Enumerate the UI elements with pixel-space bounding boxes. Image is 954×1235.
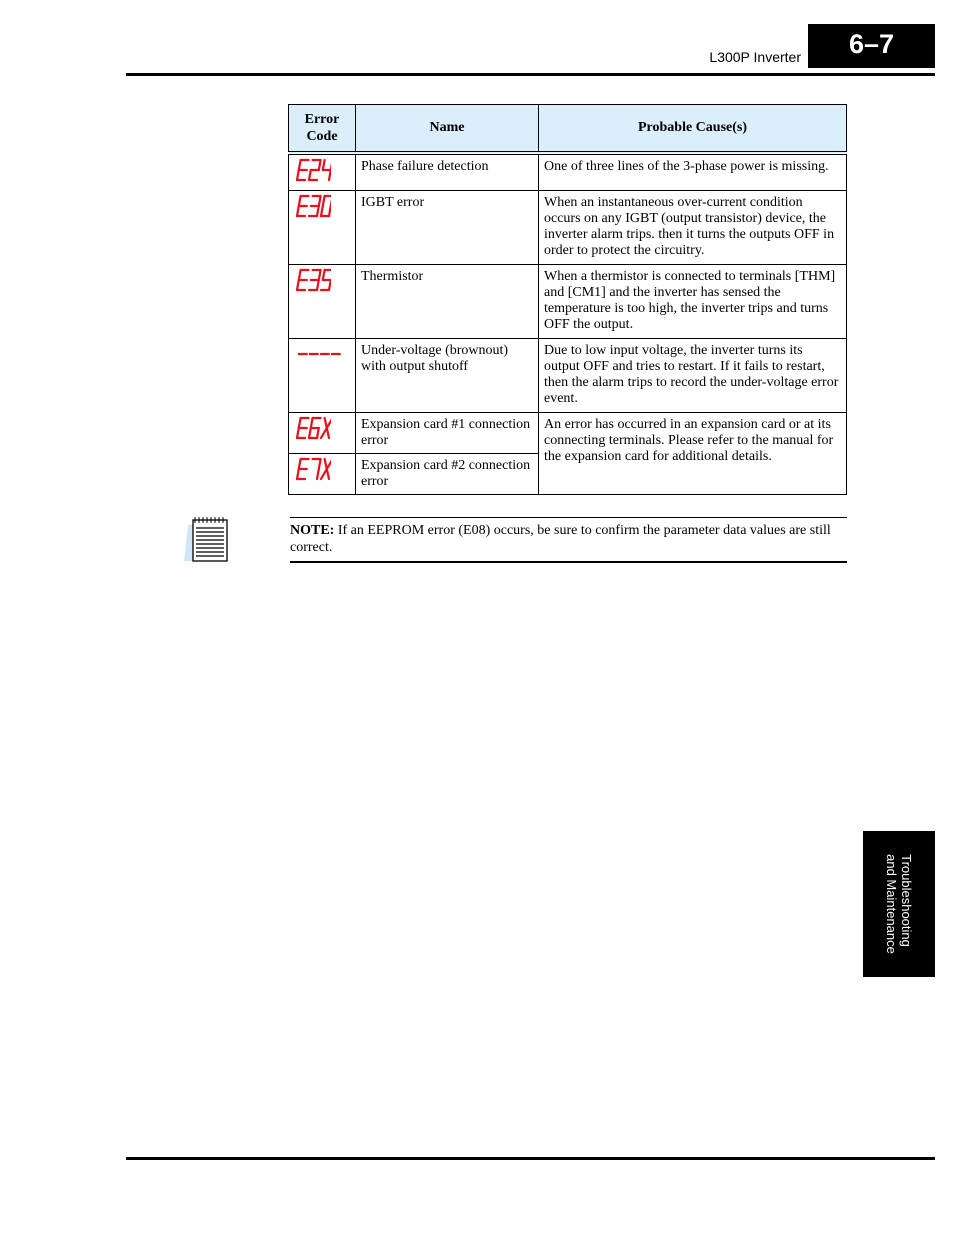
section-side-tab: [863, 831, 935, 977]
footer-rule: [126, 1157, 935, 1160]
led-digit: [321, 459, 331, 479]
notepad-icon: [184, 515, 230, 563]
led-code-glyph: [293, 157, 331, 183]
led-code-glyph: [293, 415, 331, 441]
error-code-e35: [289, 264, 356, 338]
header-rule: [126, 73, 935, 76]
led-digit: [297, 196, 309, 216]
column-header-probable-cause: Probable Cause(s): [539, 105, 847, 154]
side-tab-line-1: Troubleshooting: [899, 854, 914, 947]
error-cause: When an instantaneous over-current condition occurs on any IGBT (output transistor) device, the inverter alarm trips. then it turns the outputs OFF in order to protect the circuitry.: [539, 190, 847, 264]
error-name: Expansion card #2 connection error: [356, 453, 539, 494]
error-name: Under-voltage (brownout) with output shutoff: [356, 338, 539, 412]
table-row: [289, 412, 847, 453]
side-tab-label: [884, 854, 914, 954]
led-digit: [309, 160, 321, 180]
led-digit: [321, 418, 331, 438]
error-name: Thermistor: [356, 264, 539, 338]
error-code-e6x: [289, 412, 356, 453]
error-code-table: [288, 104, 847, 495]
error-code-e24: [289, 153, 356, 190]
led-code-glyph: [293, 193, 331, 219]
error-code-e7x: [289, 453, 356, 494]
table-header-row: [289, 105, 847, 154]
error-cause: When a thermistor is connected to terminals [THM] and [CM1] and the inverter has sensed the temperature is too high, the inverter trips and turns OFF the output.: [539, 264, 847, 338]
error-cause: One of three lines of the 3-phase power is missing.: [539, 153, 847, 190]
column-header-error-code: Error Code: [289, 105, 356, 154]
led-digit: [297, 459, 309, 479]
led-digit: [309, 418, 321, 438]
table-row: [289, 153, 847, 190]
error-code-undervoltage: [289, 338, 356, 412]
running-header: L300P Inverter: [709, 49, 801, 65]
error-cause: Due to low input voltage, the inverter turns its output OFF and tries to restart. If it fails to restart, then the alarm trips to record the under-voltage error event.: [539, 338, 847, 412]
error-code-e30: [289, 190, 356, 264]
table-row: [289, 264, 847, 338]
table-row: [289, 338, 847, 412]
led-code-glyph: [293, 456, 331, 482]
error-name: Expansion card #1 connection error: [356, 412, 539, 453]
led-digit: [297, 418, 309, 438]
error-name: Phase failure detection: [356, 153, 539, 190]
side-tab-line-2: and Maintenance: [884, 854, 899, 954]
led-digit: [313, 459, 321, 479]
led-code-glyph: [293, 267, 331, 293]
error-cause: An error has occurred in an expansion card or at its connecting terminals. Please refer to the manual for the expansion card for additional details.: [539, 412, 847, 494]
led-digit: [297, 160, 309, 180]
error-name: IGBT error: [356, 190, 539, 264]
led-digit: [323, 160, 331, 180]
led-digit: [309, 270, 321, 290]
column-header-name: Name: [356, 105, 539, 154]
led-digit: [321, 270, 331, 290]
led-code-glyph: [293, 341, 341, 367]
note-label: NOTE:: [290, 523, 335, 538]
page-number: 6–7: [808, 24, 935, 68]
note-box: [290, 517, 847, 563]
led-digit: [309, 196, 321, 216]
table-row: [289, 190, 847, 264]
led-digit: [297, 270, 309, 290]
led-digit: [321, 196, 331, 216]
note-text: If an EEPROM error (E08) occurs, be sure to confirm the parameter data values are still correct.: [290, 523, 831, 555]
